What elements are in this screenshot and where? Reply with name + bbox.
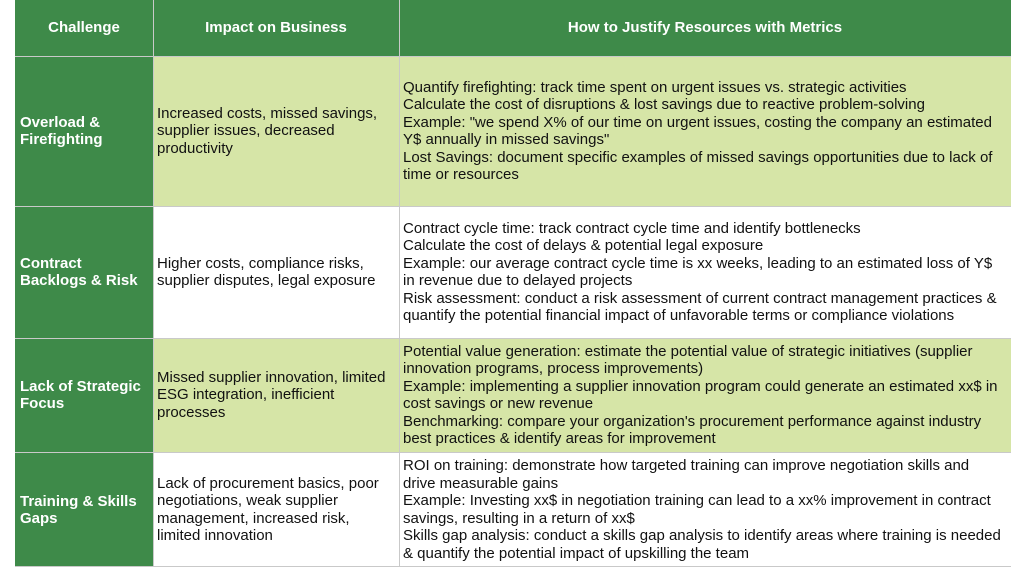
metric-line: Potential value generation: estimate the potential value of strategic initiatives (supplier innovation programs, process improvements) (403, 342, 973, 377)
metrics-cell (399, 56, 1011, 206)
column-divider (399, 0, 400, 567)
impact-cell: Increased costs, missed savings, supplier issues, decreased productivity (153, 56, 399, 206)
impact-cell: Higher costs, compliance risks, supplier disputes, legal exposure (153, 206, 399, 338)
row-divider (15, 206, 1011, 207)
metric-line: Example: our average contract cycle time is xx weeks, leading to an estimated loss of Y$ in revenue due to delayed projects (403, 254, 993, 289)
impact-cell: Missed supplier innovation, limited ESG integration, inefficient processes (153, 338, 399, 452)
metric-line: Lost Savings: document specific examples of missed savings opportunities due to lack of time or resources (403, 148, 993, 183)
metric-line: Example: Investing xx$ in negotiation training can lead to a xx% improvement in contract savings, resulting in a return of xx$ (403, 492, 991, 527)
metric-line: Example: "we spend X% of our time on urgent issues, costing the company an estimated Y$ annually in missed savings" (403, 113, 992, 148)
metrics-cell (399, 338, 1011, 452)
metric-line: Benchmarking: compare your organization's procurement performance against industry best practices & identify areas for improvement (403, 412, 982, 447)
challenge-cell: Overload & Firefighting (15, 56, 153, 206)
header-impact: Impact on Business (153, 0, 399, 56)
metric-line: Calculate the cost of disruptions & lost savings due to reactive problem-solving (403, 96, 925, 113)
metric-line: Contract cycle time: track contract cycle time and identify bottlenecks (403, 219, 861, 237)
challenge-cell: Lack of Strategic Focus (15, 338, 153, 452)
metrics-cell (399, 206, 1011, 338)
metric-line: Quantify firefighting: track time spent on urgent issues vs. strategic activities (403, 78, 907, 96)
impact-cell: Lack of procurement basics, poor negotiations, weak supplier management, increased risk, limited innovation (153, 452, 399, 567)
header-metrics: How to Justify Resources with Metrics (399, 0, 1011, 56)
resource-justification-table (15, 0, 1011, 571)
metric-line: Example: implementing a supplier innovation program could generate an estimated xx$ in cost savings or new revenue (403, 377, 998, 412)
metric-line: Calculate the cost of delays & potential legal exposure (403, 237, 764, 254)
header-challenge: Challenge (15, 0, 153, 56)
row-divider (15, 566, 1011, 567)
metric-line: Skills gap analysis: conduct a skills gap analysis to identify areas where training is needed & quantify the potential impact of upskilling the team (403, 527, 1001, 562)
metric-line: Risk assessment: conduct a risk assessment of current contract management practices & quantify the potential financial impact of unfavorable terms or compliance violations (403, 289, 997, 324)
row-divider (15, 338, 1011, 339)
challenge-cell: Training & Skills Gaps (15, 452, 153, 567)
metrics-cell (399, 452, 1011, 567)
metric-line: ROI on training: demonstrate how targeted training can improve negotiation skills and drive measurable gains (403, 457, 970, 492)
row-divider (15, 56, 1011, 57)
column-divider (153, 0, 154, 567)
challenge-cell: Contract Backlogs & Risk (15, 206, 153, 338)
row-divider (15, 452, 1011, 453)
